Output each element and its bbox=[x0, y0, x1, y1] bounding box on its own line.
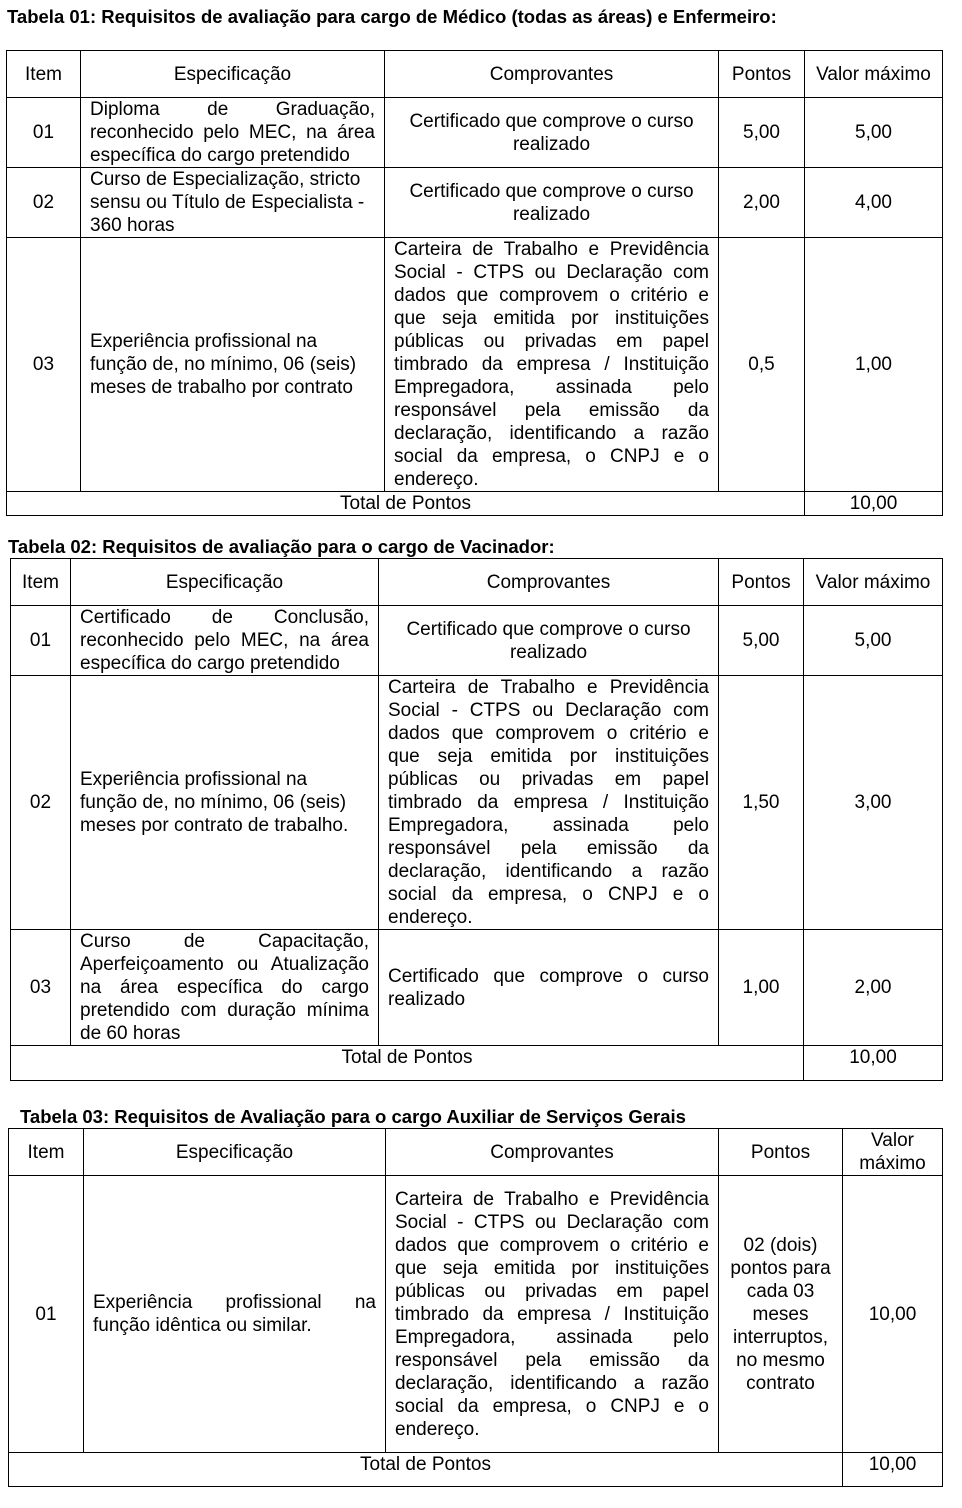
table-row bbox=[7, 98, 943, 168]
header-pontos: Pontos bbox=[719, 51, 805, 98]
tabela02-title: Tabela 02: Requisitos de avaliação para o cargo de Vacinador: bbox=[8, 536, 555, 557]
cell-valor-maximo: 4,00 bbox=[805, 168, 943, 238]
header-especificacao: Especificação bbox=[71, 559, 379, 606]
header-comprovantes: Comprovantes bbox=[385, 51, 719, 98]
cell-pontos: 0,5 bbox=[719, 238, 805, 492]
cell-item: 03 bbox=[7, 238, 81, 492]
header-comprovantes: Comprovantes bbox=[379, 559, 719, 606]
cell-valor-maximo: 2,00 bbox=[804, 930, 943, 1046]
total-row bbox=[7, 492, 943, 516]
header-valor-maximo: Valor máximo bbox=[805, 51, 943, 98]
header-pontos: Pontos bbox=[719, 1129, 843, 1176]
table-row bbox=[9, 1176, 943, 1453]
cell-comprovantes: Carteira de Trabalho e Previdência Social - CTPS ou Declaração com dados que comprovem o critério e que seja emitida por instituições públicas ou privadas em papel timbrado da empresa / Instituição Empregadora, assinada pelo responsável pela emissão da declaração, identificando a razão social da empresa, o CNPJ e o endereço. bbox=[386, 1176, 719, 1453]
cell-especificacao: Certificado de Conclusão, reconhecido pelo MEC, na área específica do cargo pretendido bbox=[71, 606, 379, 676]
cell-item: 01 bbox=[11, 606, 71, 676]
cell-pontos: 02 (dois) pontos para cada 03 meses interruptos, no mesmo contrato bbox=[719, 1176, 843, 1453]
cell-pontos: 1,00 bbox=[719, 930, 804, 1046]
cell-valor-maximo: 3,00 bbox=[804, 676, 943, 930]
cell-item: 01 bbox=[7, 98, 81, 168]
table-header-row bbox=[11, 559, 943, 606]
table-row bbox=[7, 168, 943, 238]
table-row bbox=[11, 676, 943, 930]
cell-pontos: 1,50 bbox=[719, 676, 804, 930]
cell-valor-maximo: 10,00 bbox=[843, 1176, 943, 1453]
cell-valor-maximo: 5,00 bbox=[804, 606, 943, 676]
header-item: Item bbox=[11, 559, 71, 606]
total-row bbox=[11, 1046, 943, 1081]
total-value: 10,00 bbox=[804, 1046, 943, 1081]
tabela02 bbox=[10, 558, 943, 1081]
tabela03 bbox=[8, 1128, 943, 1487]
tabela01 bbox=[6, 50, 943, 516]
cell-pontos: 5,00 bbox=[719, 98, 805, 168]
cell-item: 01 bbox=[9, 1176, 84, 1453]
header-valor-maximo: Valor máximo bbox=[804, 559, 943, 606]
total-label: Total de Pontos bbox=[7, 492, 805, 516]
cell-comprovantes: Certificado que comprove o curso realizado bbox=[379, 930, 719, 1046]
total-label: Total de Pontos bbox=[9, 1453, 843, 1487]
cell-comprovantes: Certificado que comprove o curso realizado bbox=[385, 98, 719, 168]
cell-comprovantes: Carteira de Trabalho e Previdência Social - CTPS ou Declaração com dados que comprovem o critério e que seja emitida por instituições públicas ou privadas em papel timbrado da empresa / Instituição Empregadora, assinada pelo responsável pela emissão da declaração, identificando a razão social da empresa, o CNPJ e o endereço. bbox=[379, 676, 719, 930]
cell-comprovantes: Certificado que comprove o curso realizado bbox=[379, 606, 719, 676]
cell-especificacao: Diploma de Graduação, reconhecido pelo MEC, na área específica do cargo pretendido bbox=[81, 98, 385, 168]
table-row bbox=[7, 238, 943, 492]
header-item: Item bbox=[9, 1129, 84, 1176]
cell-especificacao: Experiência profissional na função de, no mínimo, 06 (seis) meses por contrato de trabalho. bbox=[71, 676, 379, 930]
cell-especificacao: Curso de Especialização, stricto sensu ou Título de Especialista - 360 horas bbox=[81, 168, 385, 238]
total-value: 10,00 bbox=[843, 1453, 943, 1487]
cell-item: 02 bbox=[7, 168, 81, 238]
cell-comprovantes: Certificado que comprove o curso realizado bbox=[385, 168, 719, 238]
total-label: Total de Pontos bbox=[11, 1046, 804, 1081]
cell-item: 02 bbox=[11, 676, 71, 930]
tabela01-title: Tabela 01: Requisitos de avaliação para cargo de Médico (todas as áreas) e Enfermeiro: bbox=[7, 6, 777, 27]
header-valor-maximo: Valor máximo bbox=[843, 1129, 943, 1176]
cell-especificacao: Curso de Capacitação, Aperfeiçoamento ou Atualização na área específica do cargo pretendido com duração mínima de 60 horas bbox=[71, 930, 379, 1046]
header-comprovantes: Comprovantes bbox=[386, 1129, 719, 1176]
cell-pontos: 5,00 bbox=[719, 606, 804, 676]
cell-especificacao: Experiência profissional na função idêntica ou similar. bbox=[84, 1176, 386, 1453]
total-value: 10,00 bbox=[805, 492, 943, 516]
cell-pontos: 2,00 bbox=[719, 168, 805, 238]
table-header-row bbox=[9, 1129, 943, 1176]
header-especificacao: Especificação bbox=[81, 51, 385, 98]
cell-valor-maximo: 5,00 bbox=[805, 98, 943, 168]
header-especificacao: Especificação bbox=[84, 1129, 386, 1176]
cell-comprovantes: Carteira de Trabalho e Previdência Social - CTPS ou Declaração com dados que comprovem o critério e que seja emitida por instituições públicas ou privadas em papel timbrado da empresa / Instituição Empregadora, assinada pelo responsável pela emissão da declaração, identificando a razão social da empresa, o CNPJ e o endereço. bbox=[385, 238, 719, 492]
cell-valor-maximo: 1,00 bbox=[805, 238, 943, 492]
tabela03-title: Tabela 03: Requisitos de Avaliação para o cargo Auxiliar de Serviços Gerais bbox=[20, 1106, 686, 1127]
cell-item: 03 bbox=[11, 930, 71, 1046]
cell-especificacao: Experiência profissional na função de, no mínimo, 06 (seis) meses de trabalho por contrato bbox=[81, 238, 385, 492]
header-pontos: Pontos bbox=[719, 559, 804, 606]
table-header-row bbox=[7, 51, 943, 98]
total-row bbox=[9, 1453, 943, 1487]
table-row bbox=[11, 930, 943, 1046]
table-row bbox=[11, 606, 943, 676]
header-item: Item bbox=[7, 51, 81, 98]
